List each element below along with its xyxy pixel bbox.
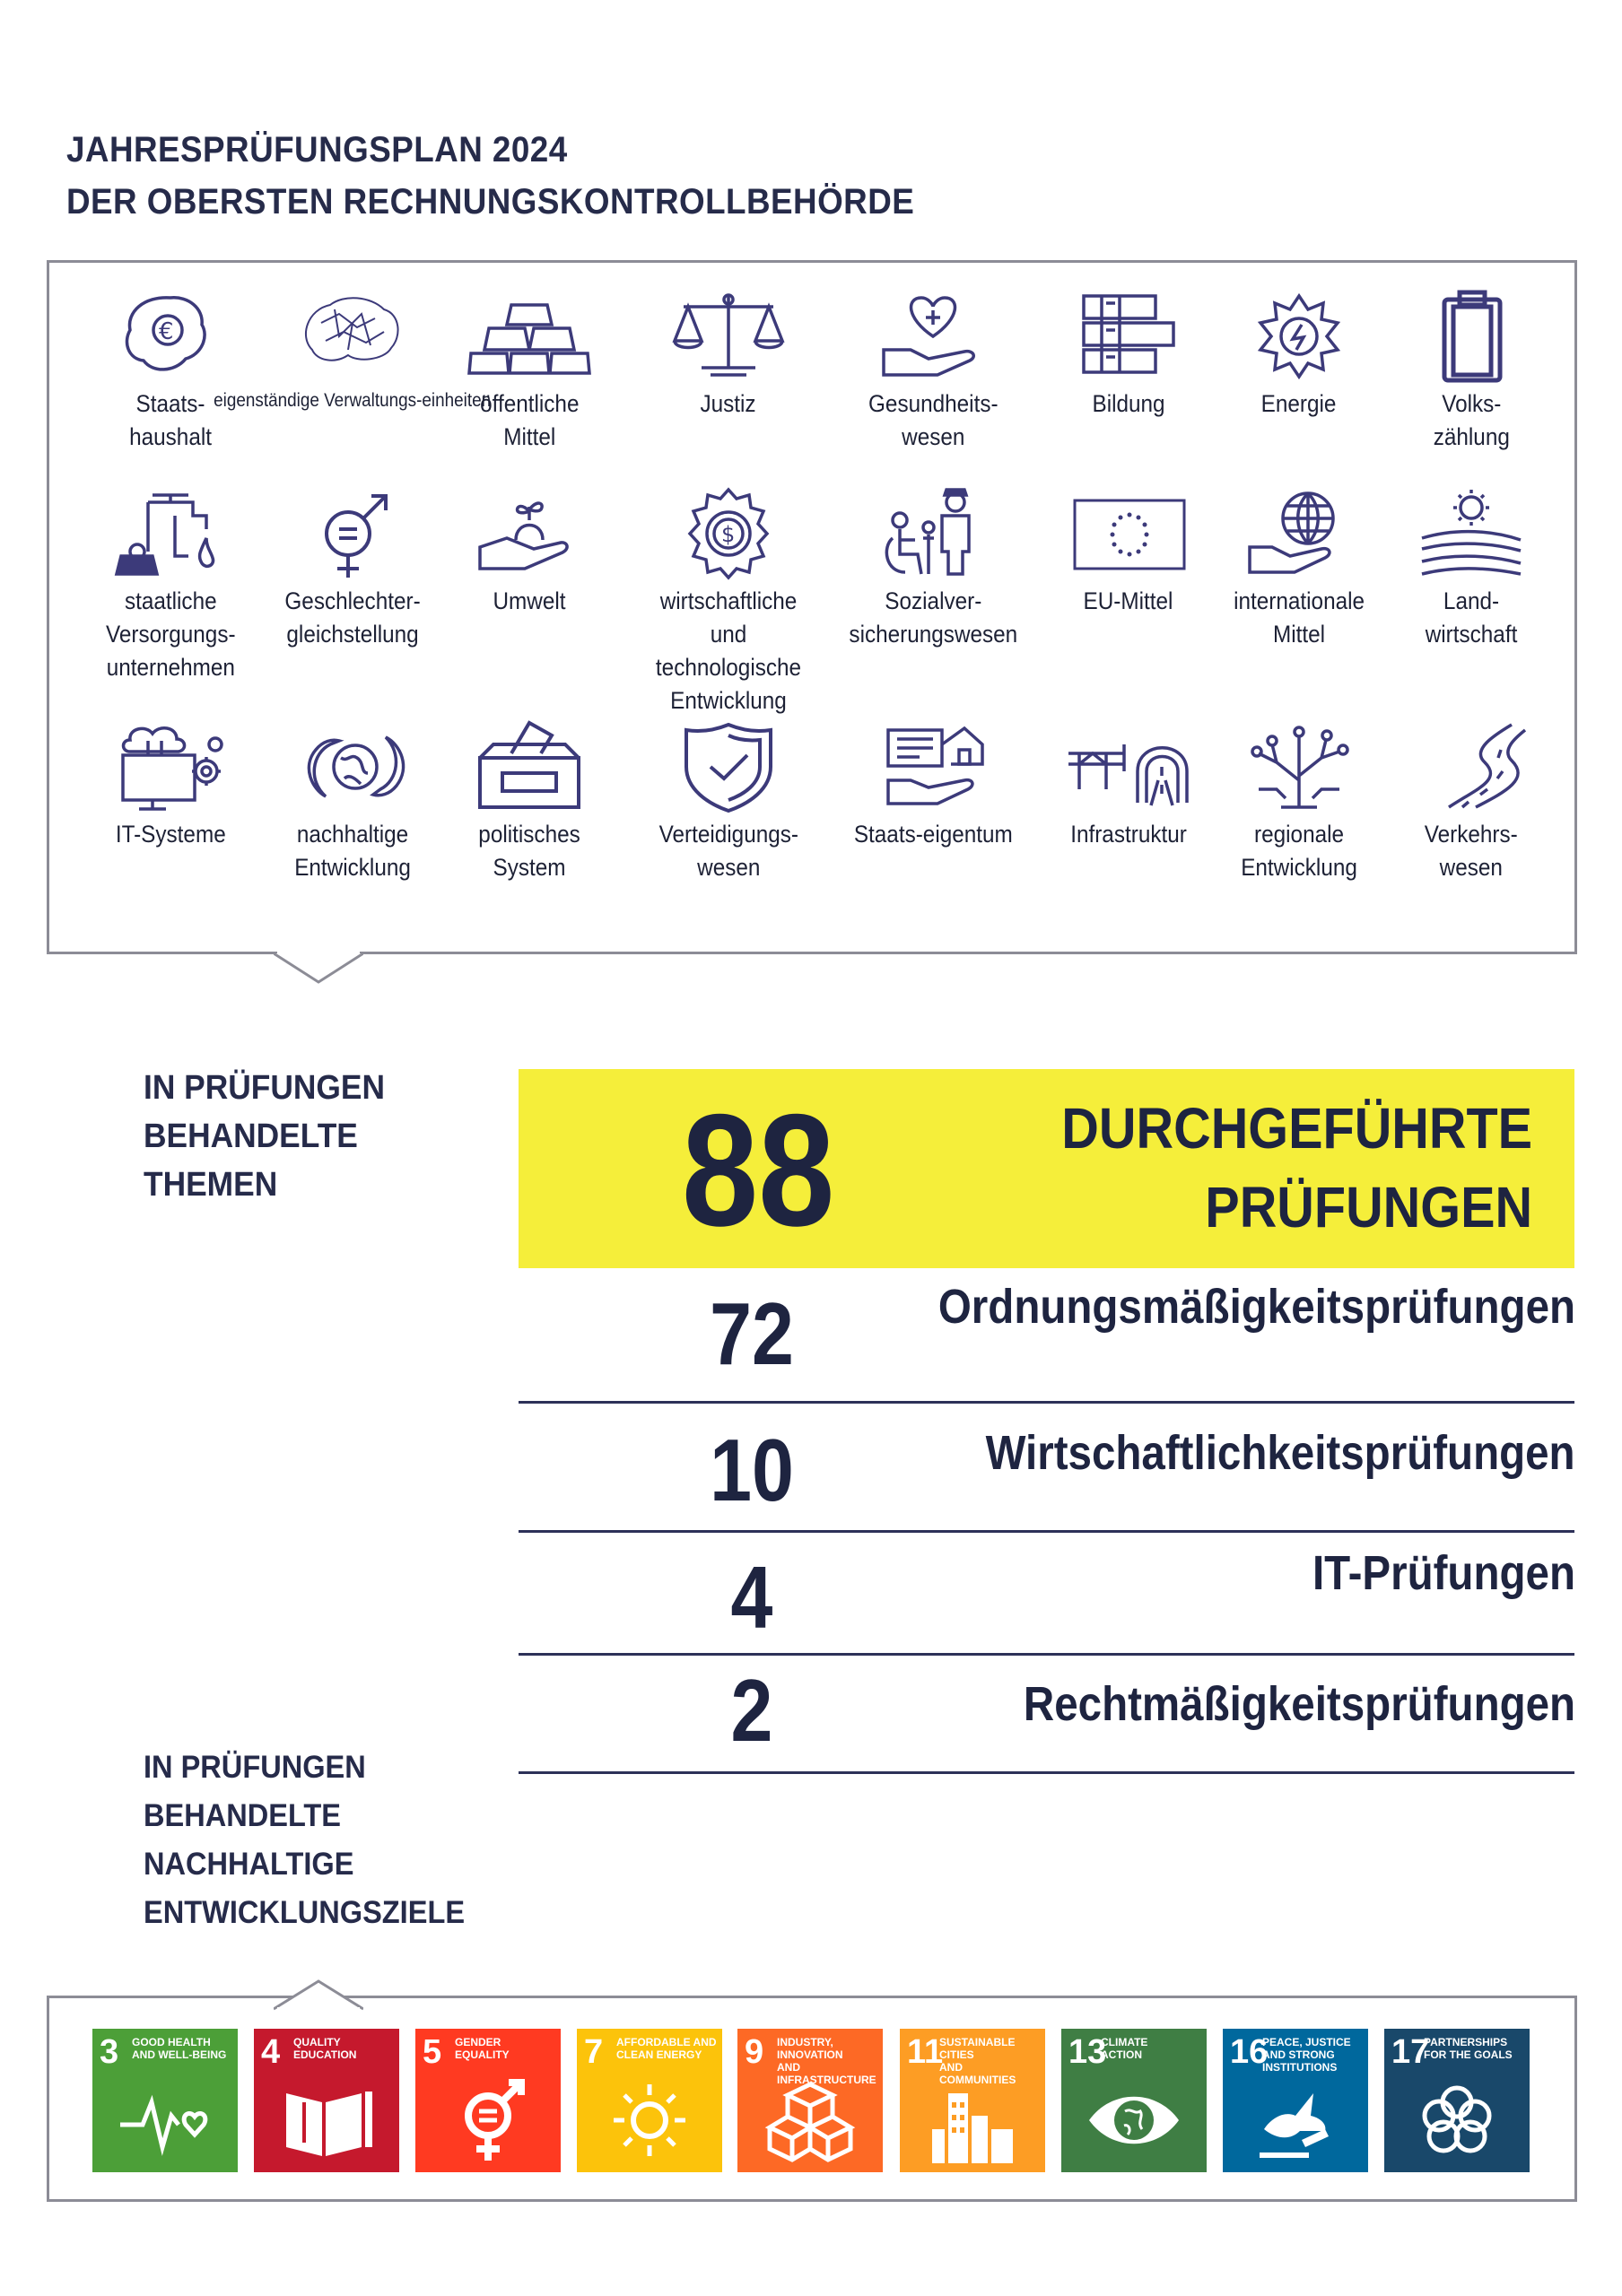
energy-gear-icon <box>1232 287 1366 386</box>
row-divider <box>519 1771 1574 1774</box>
rings-icon <box>1408 2075 1506 2165</box>
topic-item <box>81 287 260 454</box>
topic-item <box>263 718 442 884</box>
topic-item <box>81 484 260 684</box>
sdg-caption: PEACE, JUSTICE AND STRONG INSTITUTIONS <box>1262 2036 1351 2074</box>
audit-type-label: IT-Prüfungen <box>1312 1546 1575 1600</box>
sdg-caption: GOOD HEALTH AND WELL-BEING <box>132 2036 227 2061</box>
property-hand-icon <box>866 718 1000 816</box>
topic-item <box>263 484 442 651</box>
topic-item <box>843 718 1023 851</box>
topic-label: IT-Systeme <box>115 821 226 848</box>
topic-label: Staats-eigentum <box>853 821 1013 848</box>
road-icon <box>1404 718 1539 816</box>
audit-type-label: Wirtschaftlichkeitsprüfungen <box>985 1426 1575 1480</box>
water-tap-icon <box>103 484 238 583</box>
topic-item <box>1209 718 1389 884</box>
sdg-tile-4 <box>254 2029 399 2172</box>
topic-item <box>639 718 818 884</box>
topic-label: regionale Entwicklung <box>1241 821 1357 881</box>
topic-item <box>1209 484 1389 651</box>
topic-item <box>440 287 619 454</box>
total-label-line: DURCHGEFÜHRTE <box>1061 1096 1532 1161</box>
heartbeat-icon <box>116 2075 214 2165</box>
audit-type-label: Rechtmäßigkeitsprüfungen <box>1023 1677 1575 1731</box>
clipboard-icon <box>1404 287 1539 386</box>
topic-label: Geschlechter- gleichstellung <box>284 587 421 648</box>
gold-bars-icon <box>462 287 597 386</box>
page-title <box>66 124 914 228</box>
topic-item <box>639 484 818 718</box>
topic-label: Sozialver- sicherungswesen <box>849 587 1017 648</box>
sdg-tile-7 <box>577 2029 722 2172</box>
title-line-1: JAHRESPRÜFUNGSPLAN 2024 <box>66 130 568 170</box>
row-divider <box>519 1530 1574 1533</box>
sdg-number: 17 <box>1391 2033 1430 2071</box>
topic-item <box>1039 287 1218 421</box>
plant-hand-icon <box>462 484 597 583</box>
themes-heading-line: THEMEN <box>144 1166 278 1204</box>
sdg-number: 3 <box>100 2033 119 2071</box>
topic-item <box>440 484 619 618</box>
audit-type-count: 10 <box>710 1421 794 1519</box>
dove-gavel-icon <box>1246 2075 1345 2165</box>
topic-label: Bildung <box>1092 390 1165 417</box>
sdg-number: 9 <box>745 2033 764 2071</box>
sdg-number: 5 <box>423 2033 442 2071</box>
themes-heading-line: BEHANDELTE <box>144 1118 358 1155</box>
topic-label: Infrastruktur <box>1070 821 1187 848</box>
sdg-number: 4 <box>261 2033 281 2071</box>
gender-equality-icon <box>285 484 420 583</box>
sdg-heading-line: NACHHALTIGE <box>144 1847 354 1882</box>
topic-item <box>1382 287 1561 454</box>
topics-panel-pointer <box>274 952 363 1005</box>
themes-heading-line: IN PRÜFUNGEN <box>144 1069 385 1107</box>
topic-label: Verkehrs- wesen <box>1424 821 1518 881</box>
topic-item <box>1382 484 1561 651</box>
sdg-tile-16 <box>1223 2029 1368 2172</box>
sdg-caption: SUSTAINABLE CITIES AND COMMUNITIES <box>939 2036 1016 2086</box>
total-audits-count: 88 <box>682 1081 835 1259</box>
topic-label: Gesundheits- wesen <box>868 390 998 450</box>
sdg-tile-11 <box>900 2029 1045 2172</box>
topic-item <box>1039 484 1218 618</box>
cubes-icon <box>761 2075 859 2165</box>
sdg-caption: AFFORDABLE AND CLEAN ENERGY <box>616 2036 717 2061</box>
sdg-tile-13 <box>1061 2029 1207 2172</box>
topic-label: Umwelt <box>493 587 566 614</box>
topic-label: Energie <box>1261 390 1337 417</box>
sdg-number: 16 <box>1230 2033 1269 2071</box>
sdg-number: 7 <box>584 2033 604 2071</box>
network-brain-icon <box>285 287 420 386</box>
euro-coin-icon <box>103 287 238 386</box>
topic-label: öffentliche Mittel <box>479 390 580 450</box>
sdg-tile-5 <box>415 2029 561 2172</box>
topic-item <box>1209 287 1389 421</box>
topic-label: wirtschaftliche und technologische Entwicklung <box>655 587 802 714</box>
sdg-caption: CLIMATE ACTION <box>1101 2036 1148 2061</box>
sdg-caption: PARTNERSHIPS FOR THE GOALS <box>1424 2036 1513 2061</box>
topic-label: staatliche Versorgungs- unternehmen <box>105 587 236 681</box>
sdg-heading-line: IN PRÜFUNGEN <box>144 1750 366 1785</box>
topic-item <box>214 287 492 414</box>
sdg-tile-17 <box>1384 2029 1530 2172</box>
total-audits-label <box>1061 1089 1532 1247</box>
topic-item <box>639 287 818 421</box>
field-sun-icon <box>1404 484 1539 583</box>
topic-item <box>843 287 1023 454</box>
topic-item <box>440 718 619 884</box>
bridge-tunnel-icon <box>1061 718 1196 816</box>
eu-flag-icon <box>1061 484 1196 583</box>
audit-type-label: Ordnungsmäßigkeitsprüfungen <box>937 1280 1575 1334</box>
gender-symbol-icon <box>439 2075 537 2165</box>
scales-icon <box>661 287 796 386</box>
ballot-box-icon <box>462 718 597 816</box>
sdg-caption: GENDER EQUALITY <box>455 2036 510 2061</box>
title-line-2: DER OBERSTEN RECHNUNGSKONTROLLBEHÖRDE <box>66 182 915 222</box>
sdg-heading-line: BEHANDELTE <box>144 1798 342 1833</box>
sdg-panel-pointer <box>274 1968 363 2022</box>
themes-heading <box>144 1064 385 1209</box>
city-buildings-icon <box>923 2075 1022 2165</box>
computer-cloud-icon <box>103 718 238 816</box>
topic-label: Staats- haushalt <box>129 390 212 450</box>
globe-hand-icon <box>1232 484 1366 583</box>
eye-globe-icon <box>1085 2075 1183 2165</box>
sdg-heading <box>144 1744 465 1937</box>
topic-label: nachhaltige Entwicklung <box>294 821 411 881</box>
heart-hand-icon <box>866 287 1000 386</box>
topic-label: Verteidigungs- wesen <box>658 821 798 881</box>
tree-wrench-icon <box>1232 718 1366 816</box>
row-divider <box>519 1653 1574 1656</box>
books-icon <box>1061 287 1196 386</box>
book-pencil-icon <box>277 2075 376 2165</box>
dollar-gear-icon <box>661 484 796 583</box>
row-divider <box>519 1401 1574 1404</box>
topic-item <box>1039 718 1218 851</box>
social-people-icon <box>866 484 1000 583</box>
sdg-caption: QUALITY EDUCATION <box>293 2036 357 2061</box>
audit-type-count: 2 <box>730 1661 773 1760</box>
shield-check-icon <box>661 718 796 816</box>
sdg-number: 11 <box>907 2033 944 2071</box>
topic-label: politisches System <box>478 821 580 881</box>
audit-type-count: 72 <box>710 1284 794 1383</box>
topic-item <box>81 718 260 851</box>
earth-leaves-icon <box>285 718 420 816</box>
sdg-number: 13 <box>1068 2033 1107 2071</box>
topic-label: internationale Mittel <box>1234 587 1365 648</box>
topic-label: Volks- zählung <box>1433 390 1510 450</box>
topic-label: Land- wirtschaft <box>1425 587 1518 648</box>
topic-label: eigenständige Verwaltungs-einheiten <box>214 390 492 411</box>
topic-label: Justiz <box>700 390 757 417</box>
topic-item <box>843 484 1023 651</box>
sdg-tile-3 <box>92 2029 238 2172</box>
topic-label: EU-Mittel <box>1084 587 1173 614</box>
sdg-heading-line: ENTWICKLUNGSZIELE <box>144 1895 466 1930</box>
topic-item <box>1382 718 1561 884</box>
sdg-tile-9 <box>737 2029 883 2172</box>
audit-type-count: 4 <box>730 1548 773 1647</box>
sun-power-icon <box>600 2075 699 2165</box>
sdg-caption: INDUSTRY, INNOVATION AND INFRASTRUCTURE <box>777 2036 876 2086</box>
total-label-line: PRÜFUNGEN <box>1205 1175 1532 1239</box>
